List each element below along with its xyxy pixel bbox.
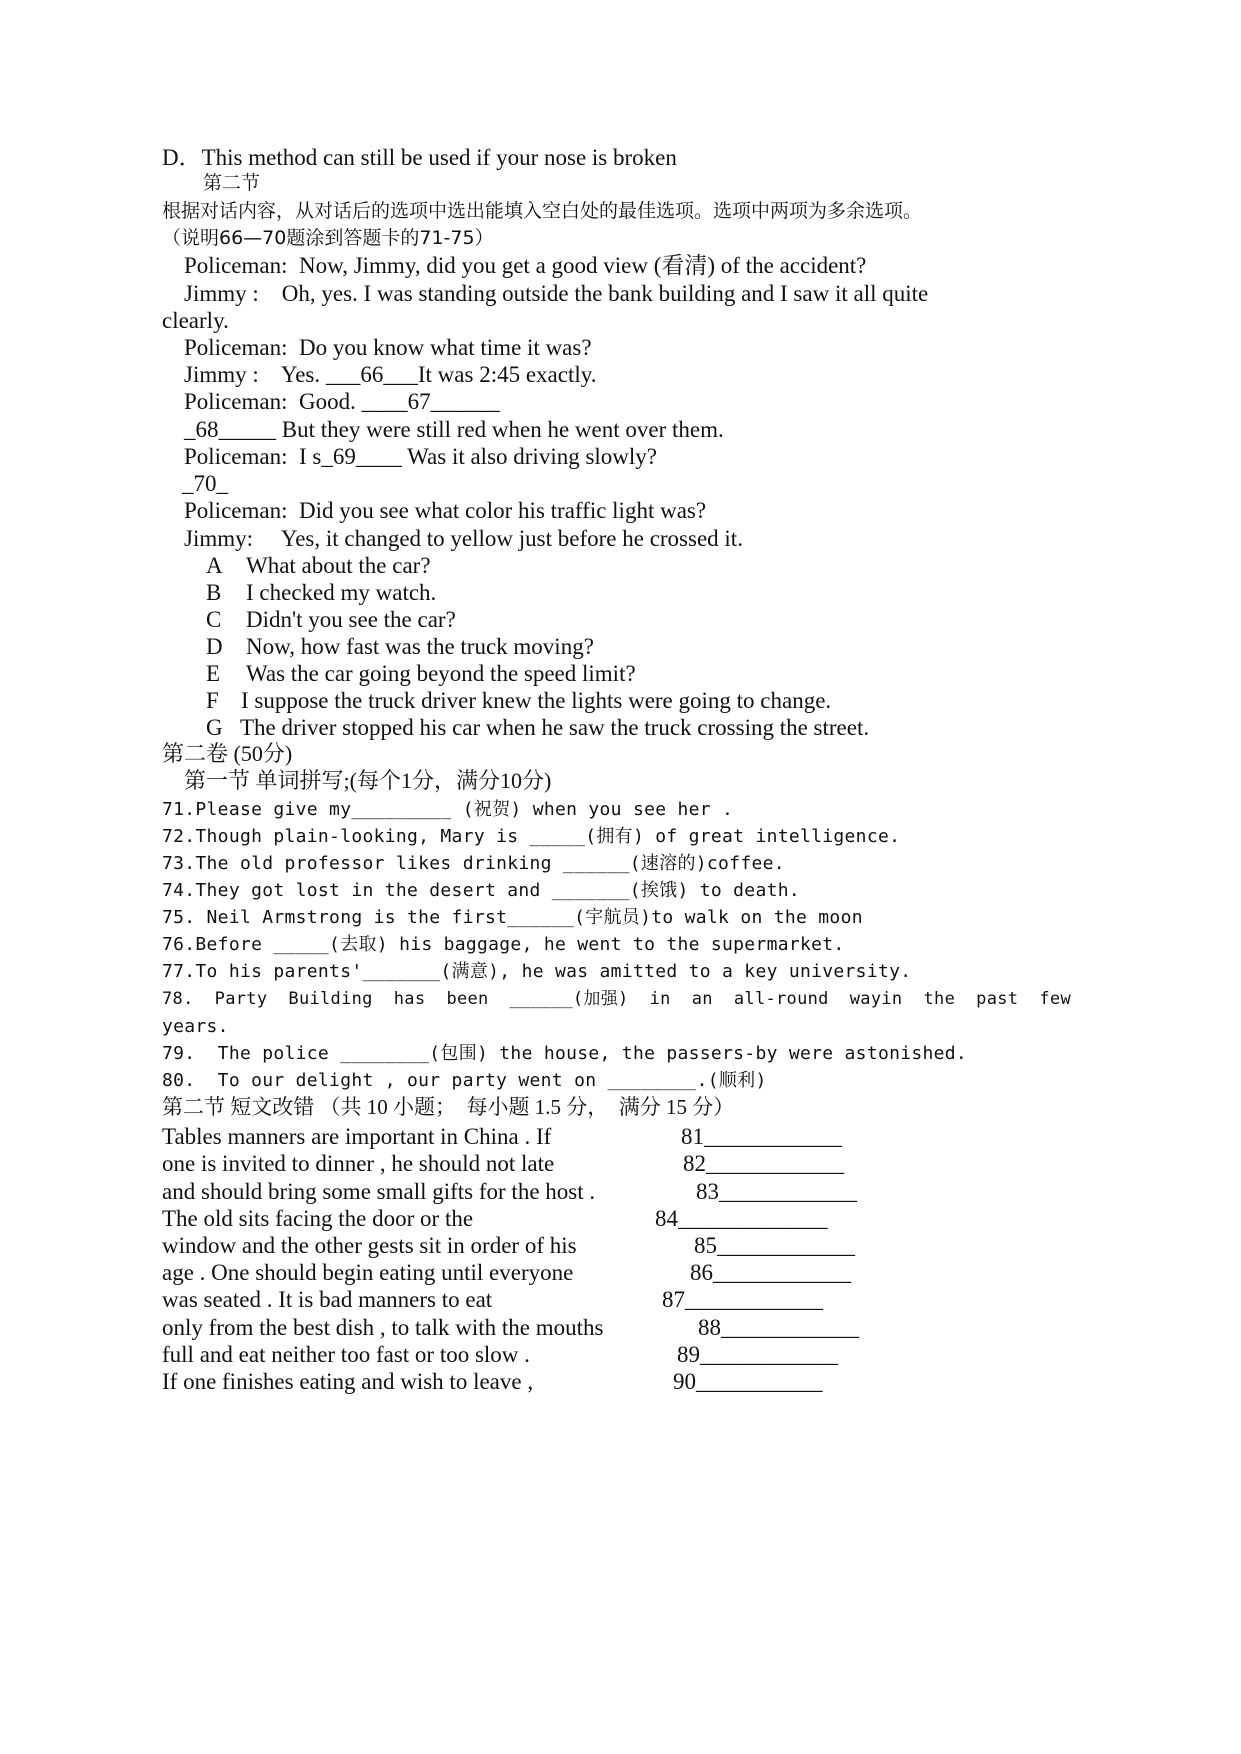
option-text: Now, how fast was the truck moving? <box>246 634 594 659</box>
instruction-line-2: （说明66—70题涂到答题卡的71-75） <box>162 227 494 249</box>
option-text: Didn't you see the car? <box>246 607 456 632</box>
correction-line-85: window and the other gests sit in order of his <box>162 1233 577 1258</box>
option-text: Was the car going beyond the speed limit? <box>246 661 636 686</box>
option-key: G <box>206 715 223 740</box>
answer-blank-84: 84_____________ <box>655 1206 828 1231</box>
answer-blank-89: 89____________ <box>677 1342 838 1367</box>
instruction-line-1: 根据对话内容，从对话后的选项中选出能填入空白处的最佳选项。选项中两项为多余选项。 <box>162 200 923 222</box>
dialogue-line-10: Policeman: Did you see what color his traffic light was? <box>184 498 707 523</box>
option-key: C <box>206 607 222 632</box>
correction-line-83: and should bring some small gifts for the host . <box>162 1179 596 1204</box>
option-g <box>206 716 869 739</box>
answer-blank-82: 82____________ <box>683 1151 844 1176</box>
question-72: 72.Though plain-looking, Mary is _____(拥有) of great intelligence. <box>162 826 901 847</box>
correction-line-88: only from the best dish , to talk with the mouths <box>162 1315 604 1340</box>
question-73: 73.The old professor likes drinking ______(速溶的)coffee. <box>162 853 785 874</box>
option-key: A <box>206 553 223 578</box>
option-text: I suppose the truck driver knew the lights were going to change. <box>241 688 832 713</box>
option-d-line: D．This method can still be used if your nose is broken <box>162 145 677 170</box>
option-key: D <box>206 634 223 659</box>
option-text: I checked my watch. <box>246 580 437 605</box>
answer-blank-88: 88____________ <box>698 1315 859 1340</box>
dialogue-line-1: Policeman: Now, Jimmy, did you get a good view (看清) of the accident? <box>184 253 867 278</box>
dialogue-line-2: Jimmy : Oh, yes. I was standing outside the bank building and I saw it all quite <box>184 281 929 306</box>
correction-line-87: was seated . It is bad manners to eat <box>162 1287 493 1312</box>
option-key: E <box>206 661 221 686</box>
answer-blank-87: 87____________ <box>662 1287 823 1312</box>
option-key: F <box>206 688 219 713</box>
question-74: 74.They got lost in the desert and _______(挨饿) to death. <box>162 880 800 901</box>
question-76: 76.Before _____(去取) his baggage, he went to the supermarket. <box>162 934 845 955</box>
option-text: What about the car? <box>246 553 431 578</box>
section-label: 第二节 <box>203 172 261 194</box>
section1-title: 第一节 单词拼写;(每个1分，满分10分) <box>184 768 552 793</box>
correction-line-90: If one finishes eating and wish to leave , <box>162 1369 534 1394</box>
question-78-line-1: 78. Party Building has been ______(加强) in an all-round wayin the past few <box>162 989 1071 1009</box>
part2-title: 第二卷 (50分) <box>162 741 293 766</box>
answer-blank-85: 85____________ <box>694 1233 855 1258</box>
option-f <box>206 689 831 712</box>
correction-line-89: full and eat neither too fast or too slow . <box>162 1342 530 1367</box>
dialogue-line-7: _68_____ But they were still red when he went over them. <box>184 417 724 442</box>
answer-blank-83: 83____________ <box>696 1179 857 1204</box>
section2-title: 第二节 短文改错 （共 10 小题； 每小题 1.5 分， 满分 15 分） <box>162 1095 735 1119</box>
question-75: 75. Neil Armstrong is the first______(宇航员)to walk on the moon <box>162 907 863 928</box>
answer-blank-90: 90___________ <box>673 1369 823 1394</box>
answer-blank-81: 81____________ <box>681 1124 842 1149</box>
question-79: 79. The police ________(包围) the house, the passers-by were astonished. <box>162 1043 968 1064</box>
option-d <box>206 635 594 658</box>
option-b <box>206 581 436 604</box>
question-71: 71.Please give my_________ (祝贺) when you see her . <box>162 799 734 820</box>
question-77: 77.To his parents'_______(满意), he was amitted to a key university. <box>162 961 912 982</box>
dialogue-line-8: Policeman: I s_69____ Was it also driving slowly? <box>184 444 658 469</box>
correction-line-81: Tables manners are important in China . If <box>162 1124 552 1149</box>
correction-line-86: age . One should begin eating until everyone <box>162 1260 574 1285</box>
dialogue-line-9: _70_ <box>182 471 228 496</box>
correction-line-84: The old sits facing the door or the <box>162 1206 474 1231</box>
question-78-line-2: years. <box>162 1016 229 1037</box>
option-key: B <box>206 580 222 605</box>
answer-blank-86: 86____________ <box>690 1260 851 1285</box>
option-c <box>206 608 456 631</box>
dialogue-line-4: Policeman: Do you know what time it was? <box>184 335 592 360</box>
dialogue-line-6: Policeman: Good. ____67______ <box>184 389 500 414</box>
dialogue-line-3: clearly. <box>162 308 229 333</box>
option-e <box>206 662 636 685</box>
correction-line-82: one is invited to dinner , he should not late <box>162 1151 555 1176</box>
option-a <box>206 554 431 577</box>
option-text: The driver stopped his car when he saw the truck crossing the street. <box>240 715 870 740</box>
dialogue-line-5: Jimmy : Yes. ___66___It was 2:45 exactly. <box>184 362 597 387</box>
question-80: 80. To our delight , our party went on ________.(顺利) <box>162 1070 767 1091</box>
dialogue-line-11: Jimmy: Yes, it changed to yellow just before he crossed it. <box>184 526 743 551</box>
